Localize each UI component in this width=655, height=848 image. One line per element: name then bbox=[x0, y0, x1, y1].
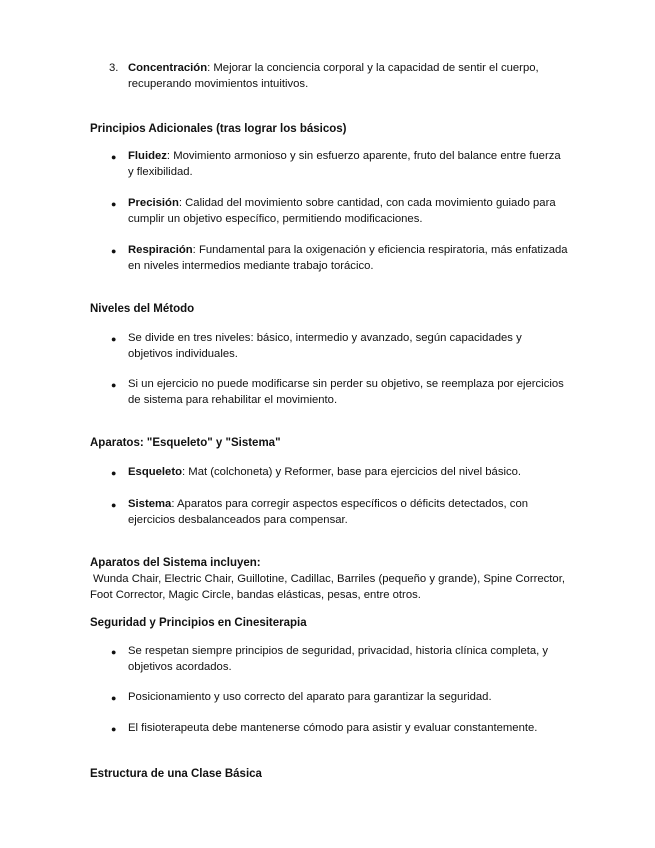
item-text: : Mejorar la conciencia corporal y la capacidad de sentir el cuerpo, recuperando movimientos intuitivos. bbox=[128, 62, 539, 90]
list-item-precision bbox=[128, 195, 568, 227]
aparatos-sistema-text: Wunda Chair, Electric Chair, Guillotine, Cadillac, Barriles (pequeño y grande), Spine Corrector, Foot Corrector, Magic Circle, bandas elásticas, pesas, entre otros. bbox=[90, 573, 565, 601]
list-item-seguridad-3: El fisioterapeuta debe mantenerse cómodo para asistir y evaluar constantemente. bbox=[128, 722, 538, 734]
list-item-respiracion bbox=[128, 242, 568, 274]
item-text: : Fundamental para la oxigenación y eficiencia respiratoria, más enfatizada en niveles intermedios mediante trabajo torácico. bbox=[128, 244, 568, 272]
list-item-sistema bbox=[128, 496, 568, 528]
list-number: 3. bbox=[109, 62, 119, 74]
list-item-concentracion bbox=[128, 60, 568, 92]
item-text: : Movimiento armonioso y sin esfuerzo aparente, fruto del balance entre fuerza y flexibilidad. bbox=[128, 150, 561, 178]
item-text: : Mat (colchoneta) y Reformer, base para ejercicios del nivel básico. bbox=[182, 466, 522, 478]
bullet-icon: ● bbox=[111, 246, 117, 256]
heading-estructura: Estructura de una Clase Básica bbox=[90, 768, 262, 780]
item-text: : Aparatos para corregir aspectos específicos o déficits detectados, con ejercicios desbalanceados para compensar. bbox=[128, 498, 529, 526]
term-concentracion: Concentración bbox=[128, 62, 208, 74]
bullet-icon: ● bbox=[111, 152, 117, 162]
heading-aparatos-sistema: Aparatos del Sistema incluyen: bbox=[90, 557, 261, 569]
term-precision: Precisión bbox=[128, 197, 179, 209]
heading-principios-adicionales: Principios Adicionales (tras lograr los básicos) bbox=[90, 123, 347, 135]
item-text: : Calidad del movimiento sobre cantidad, con cada movimiento guiado para cumplir un objetivo específico, permitiendo modificaciones. bbox=[128, 197, 556, 225]
bullet-icon: ● bbox=[111, 199, 117, 209]
bullet-icon: ● bbox=[111, 647, 117, 657]
bullet-icon: ● bbox=[111, 334, 117, 344]
list-item-esqueleto bbox=[128, 464, 568, 480]
list-item-seguridad-1: Se respetan siempre principios de seguridad, privacidad, historia clínica completa, y objetivos acordados. bbox=[128, 645, 549, 673]
term-esqueleto: Esqueleto bbox=[128, 466, 182, 478]
heading-seguridad: Seguridad y Principios en Cinesiterapia bbox=[90, 617, 307, 629]
bullet-icon: ● bbox=[111, 693, 117, 703]
term-sistema: Sistema bbox=[128, 498, 172, 510]
bullet-icon: ● bbox=[111, 724, 117, 734]
heading-niveles: Niveles del Método bbox=[90, 303, 195, 315]
heading-aparatos: Aparatos: "Esqueleto" y "Sistema" bbox=[90, 437, 281, 449]
bullet-icon: ● bbox=[111, 380, 117, 390]
term-fluidez: Fluidez bbox=[128, 150, 167, 162]
term-respiracion: Respiración bbox=[128, 244, 193, 256]
list-item-niveles-2: Si un ejercicio no puede modificarse sin perder su objetivo, se reemplaza por ejercicios de sistema para rehabilitar el movimiento. bbox=[128, 378, 564, 406]
list-item-niveles-1: Se divide en tres niveles: básico, intermedio y avanzado, según capacidades y objetivos individuales. bbox=[128, 332, 522, 360]
list-item-fluidez bbox=[128, 148, 568, 180]
bullet-icon: ● bbox=[111, 468, 117, 478]
bullet-icon: ● bbox=[111, 500, 117, 510]
list-item-seguridad-2: Posicionamiento y uso correcto del aparato para garantizar la seguridad. bbox=[128, 691, 492, 703]
